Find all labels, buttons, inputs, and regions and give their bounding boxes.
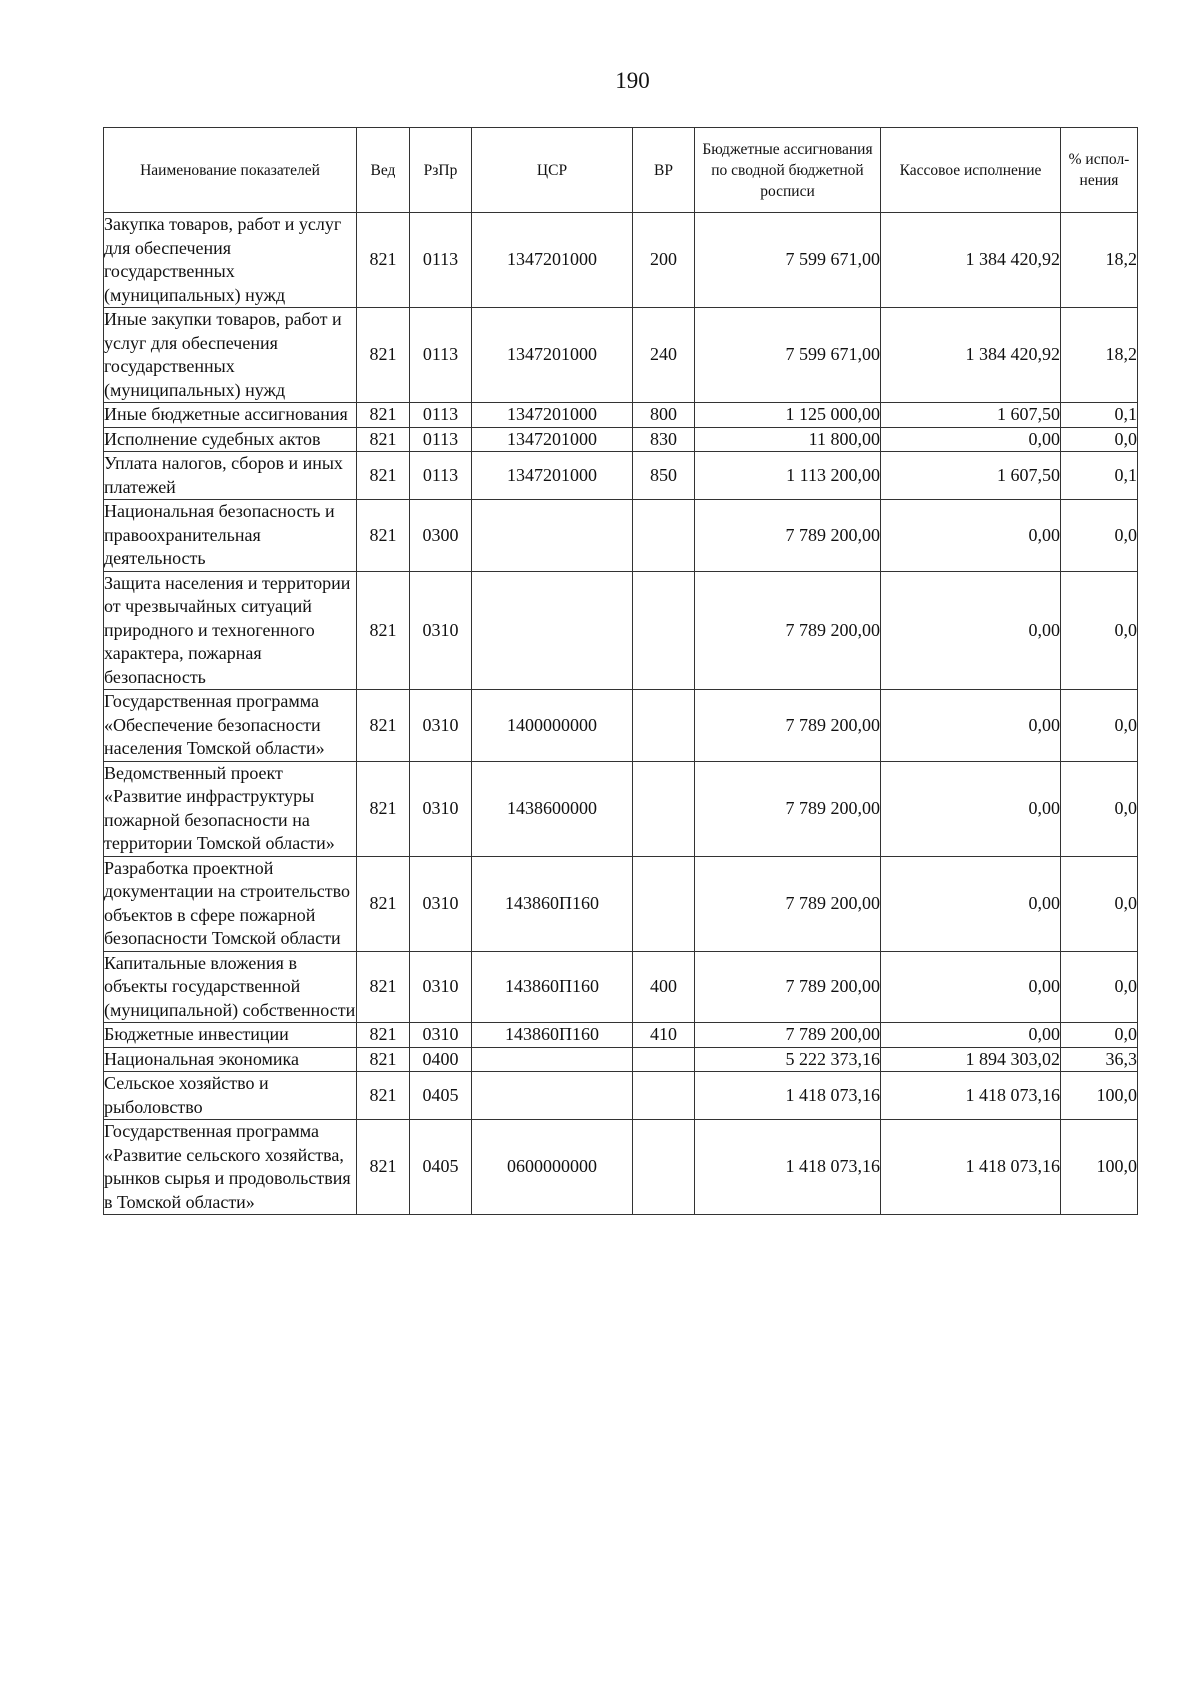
table-row (104, 1023, 1138, 1048)
cell-rzpr: 0310 (410, 690, 472, 762)
cell-vr (633, 761, 695, 856)
cell-name: Сельское хозяйство и рыболовство (104, 1072, 357, 1120)
cell-cash: 1 384 420,92 (881, 213, 1061, 308)
cell-name: Капитальные вложения в объекты государственной (муниципальной) собственности (104, 951, 357, 1023)
cell-name: Уплата налогов, сборов и иных платежей (104, 452, 357, 500)
header-name: Наименование показателей (104, 128, 357, 213)
cell-budget: 11 800,00 (695, 427, 881, 452)
header-vr: ВР (633, 128, 695, 213)
cell-name: Иные бюджетные ассигнования (104, 403, 357, 428)
cell-budget: 5 222 373,16 (695, 1047, 881, 1072)
cell-vr (633, 1047, 695, 1072)
cell-cash: 0,00 (881, 571, 1061, 690)
cell-cash: 1 607,50 (881, 452, 1061, 500)
cell-name: Национальная безопасность и правоохранительная деятельность (104, 500, 357, 572)
cell-ved: 821 (357, 761, 410, 856)
cell-vr: 800 (633, 403, 695, 428)
cell-budget: 1 125 000,00 (695, 403, 881, 428)
cell-csr (472, 500, 633, 572)
cell-vr: 200 (633, 213, 695, 308)
cell-vr (633, 1120, 695, 1215)
cell-name: Закупка товаров, работ и услуг для обеспечения государственных (муниципальных) нужд (104, 213, 357, 308)
cell-ved: 821 (357, 213, 410, 308)
cell-csr (472, 1072, 633, 1120)
cell-cash: 0,00 (881, 951, 1061, 1023)
cell-cash: 1 607,50 (881, 403, 1061, 428)
cell-budget: 1 418 073,16 (695, 1072, 881, 1120)
cell-cash: 1 384 420,92 (881, 308, 1061, 403)
cell-rzpr: 0113 (410, 308, 472, 403)
cell-cash: 0,00 (881, 427, 1061, 452)
cell-pct: 0,0 (1061, 951, 1138, 1023)
cell-cash: 0,00 (881, 856, 1061, 951)
cell-ved: 821 (357, 452, 410, 500)
cell-vr (633, 500, 695, 572)
cell-csr: 143860П160 (472, 856, 633, 951)
cell-csr: 1400000000 (472, 690, 633, 762)
cell-pct: 0,0 (1061, 427, 1138, 452)
cell-cash: 0,00 (881, 500, 1061, 572)
cell-name: Разработка проектной документации на строительство объектов в сфере пожарной безопасности Томской области (104, 856, 357, 951)
cell-vr: 400 (633, 951, 695, 1023)
cell-pct: 18,2 (1061, 213, 1138, 308)
cell-csr: 1347201000 (472, 308, 633, 403)
cell-ved: 821 (357, 571, 410, 690)
cell-budget: 1 418 073,16 (695, 1120, 881, 1215)
header-csr: ЦСР (472, 128, 633, 213)
cell-cash: 1 418 073,16 (881, 1072, 1061, 1120)
cell-pct: 0,0 (1061, 690, 1138, 762)
cell-csr (472, 1047, 633, 1072)
cell-pct: 0,0 (1061, 500, 1138, 572)
cell-name: Защита населения и территории от чрезвычайных ситуаций природного и техногенного характера, пожарная безопасность (104, 571, 357, 690)
cell-ved: 821 (357, 427, 410, 452)
table-row (104, 427, 1138, 452)
page-number: 190 (615, 68, 650, 93)
table-row (104, 856, 1138, 951)
cell-rzpr: 0310 (410, 571, 472, 690)
table-body (104, 213, 1138, 1215)
cell-budget: 7 789 200,00 (695, 571, 881, 690)
cell-pct: 0,0 (1061, 1023, 1138, 1048)
cell-pct: 18,2 (1061, 308, 1138, 403)
cell-pct: 0,1 (1061, 403, 1138, 428)
table-row (104, 951, 1138, 1023)
table-row (104, 1120, 1138, 1215)
cell-vr: 240 (633, 308, 695, 403)
cell-pct: 0,0 (1061, 571, 1138, 690)
cell-pct: 0,1 (1061, 452, 1138, 500)
cell-cash: 0,00 (881, 690, 1061, 762)
cell-name: Национальная экономика (104, 1047, 357, 1072)
cell-ved: 821 (357, 1120, 410, 1215)
cell-budget: 1 113 200,00 (695, 452, 881, 500)
table-row (104, 403, 1138, 428)
cell-rzpr: 0400 (410, 1047, 472, 1072)
cell-budget: 7 789 200,00 (695, 951, 881, 1023)
cell-csr: 143860П160 (472, 1023, 633, 1048)
cell-vr (633, 690, 695, 762)
table-row (104, 690, 1138, 762)
cell-vr (633, 856, 695, 951)
cell-pct: 100,0 (1061, 1072, 1138, 1120)
cell-vr (633, 1072, 695, 1120)
table-row (104, 1072, 1138, 1120)
cell-ved: 821 (357, 1023, 410, 1048)
cell-ved: 821 (357, 951, 410, 1023)
table-row (104, 761, 1138, 856)
cell-rzpr: 0310 (410, 1023, 472, 1048)
cell-csr: 0600000000 (472, 1120, 633, 1215)
table-row (104, 1047, 1138, 1072)
table-row (104, 571, 1138, 690)
table-header-row (104, 128, 1138, 213)
cell-csr: 1347201000 (472, 427, 633, 452)
cell-csr: 1347201000 (472, 213, 633, 308)
cell-csr (472, 571, 633, 690)
cell-rzpr: 0405 (410, 1072, 472, 1120)
cell-rzpr: 0310 (410, 951, 472, 1023)
cell-ved: 821 (357, 500, 410, 572)
cell-ved: 821 (357, 690, 410, 762)
cell-budget: 7 789 200,00 (695, 690, 881, 762)
cell-rzpr: 0405 (410, 1120, 472, 1215)
cell-cash: 0,00 (881, 1023, 1061, 1048)
cell-cash: 1 894 303,02 (881, 1047, 1061, 1072)
cell-name: Государственная программа «Развитие сельского хозяйства, рынков сырья и продовольствия в Томской области» (104, 1120, 357, 1215)
table-row (104, 500, 1138, 572)
cell-rzpr: 0113 (410, 213, 472, 308)
cell-cash: 1 418 073,16 (881, 1120, 1061, 1215)
budget-execution-table (103, 127, 1138, 1215)
cell-pct: 0,0 (1061, 761, 1138, 856)
cell-vr: 830 (633, 427, 695, 452)
cell-vr: 410 (633, 1023, 695, 1048)
cell-budget: 7 599 671,00 (695, 213, 881, 308)
cell-name: Иные закупки товаров, работ и услуг для обеспечения государственных (муниципальных) нужд (104, 308, 357, 403)
cell-ved: 821 (357, 856, 410, 951)
cell-rzpr: 0113 (410, 427, 472, 452)
cell-ved: 821 (357, 403, 410, 428)
cell-pct: 36,3 (1061, 1047, 1138, 1072)
cell-csr: 1347201000 (472, 403, 633, 428)
header-budget: Бюджетные ассигнования по сводной бюджетной росписи (695, 128, 881, 213)
cell-csr: 1347201000 (472, 452, 633, 500)
cell-name: Исполнение судебных актов (104, 427, 357, 452)
cell-rzpr: 0113 (410, 403, 472, 428)
table-row (104, 452, 1138, 500)
cell-budget: 7 789 200,00 (695, 761, 881, 856)
header-ved: Вед (357, 128, 410, 213)
cell-csr: 1438600000 (472, 761, 633, 856)
header-pct: % испол-нения (1061, 128, 1138, 213)
cell-vr (633, 571, 695, 690)
cell-vr: 850 (633, 452, 695, 500)
cell-csr: 143860П160 (472, 951, 633, 1023)
cell-budget: 7 789 200,00 (695, 1023, 881, 1048)
cell-rzpr: 0113 (410, 452, 472, 500)
cell-rzpr: 0310 (410, 856, 472, 951)
cell-cash: 0,00 (881, 761, 1061, 856)
cell-pct: 0,0 (1061, 856, 1138, 951)
table-row (104, 308, 1138, 403)
table-row (104, 213, 1138, 308)
header-cash: Кассовое исполнение (881, 128, 1061, 213)
header-rzpr: РзПр (410, 128, 472, 213)
cell-rzpr: 0300 (410, 500, 472, 572)
cell-ved: 821 (357, 1072, 410, 1120)
cell-ved: 821 (357, 1047, 410, 1072)
cell-rzpr: 0310 (410, 761, 472, 856)
cell-name: Ведомственный проект «Развитие инфраструктуры пожарной безопасности на территории Томской области» (104, 761, 357, 856)
cell-budget: 7 789 200,00 (695, 856, 881, 951)
cell-pct: 100,0 (1061, 1120, 1138, 1215)
cell-name: Государственная программа «Обеспечение безопасности населения Томской области» (104, 690, 357, 762)
cell-name: Бюджетные инвестиции (104, 1023, 357, 1048)
cell-budget: 7 789 200,00 (695, 500, 881, 572)
cell-budget: 7 599 671,00 (695, 308, 881, 403)
cell-ved: 821 (357, 308, 410, 403)
